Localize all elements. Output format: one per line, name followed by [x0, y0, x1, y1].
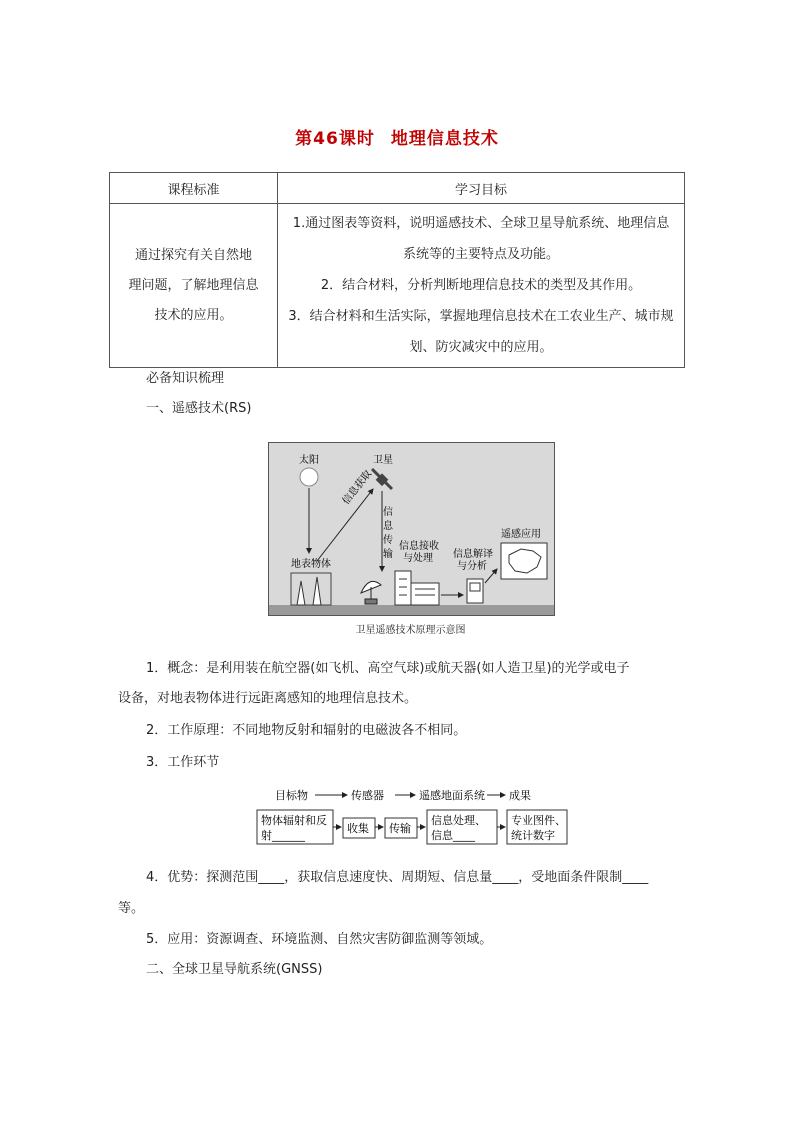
goal-line: 系统等的主要特点及功能。: [402, 247, 559, 262]
goal-line: 划、防灾减灾中的应用。: [409, 340, 553, 355]
item-1: 1．概念：是利用装在航空器(如飞机、高空气球)或航天器(如人造卫星)的光学或电子: [146, 661, 630, 676]
svg-text:收集: 收集: [347, 822, 369, 835]
remote-sensing-diagram: [268, 442, 555, 616]
svg-text:与分析: 与分析: [457, 561, 487, 572]
dish-icon: [361, 581, 381, 604]
tree-icons: [297, 577, 321, 605]
svg-text:息: 息: [383, 521, 393, 532]
acquire-label: 信息获取: [340, 468, 374, 507]
receive-label: 信息接收: [399, 541, 439, 552]
svg-text:统计数字: 统计数字: [511, 829, 555, 842]
lesson-topic: 地理信息技术: [390, 129, 499, 149]
flow-sensor: 传感器: [351, 789, 384, 802]
item-3: 3．工作环节: [146, 755, 220, 770]
building-icon: [395, 571, 439, 605]
gnss-heading: 二、全球卫星导航系统(GNSS): [146, 962, 323, 977]
objects-label: 地表物体: [291, 559, 331, 570]
goal-line: 2．结合材料，分析判断地理信息技术的类型及其作用。: [320, 278, 642, 293]
item-2: 2．工作原理：不同地物反射和辐射的电磁波各不相同。: [146, 723, 467, 738]
item-1-cont: 设备，对地表物体进行远距离感知的地理信息技术。: [118, 691, 418, 706]
interpret-label: 信息解译: [453, 549, 493, 560]
goal-line: 3．结合材料和生活实际，掌握地理信息技术在工农业生产、城市规: [288, 309, 674, 324]
svg-text:专业图件、: 专业图件、: [511, 814, 566, 827]
goal-line: 1.通过图表等资料，说明遥感技术、全球卫星导航系统、地理信息: [292, 216, 670, 231]
svg-text:射______: 射______: [261, 829, 305, 842]
ground: [269, 605, 554, 615]
svg-text:传: 传: [383, 535, 393, 546]
sun-icon: [300, 468, 318, 486]
svg-text:信息____: 信息____: [431, 829, 475, 842]
lesson-number: 第46课时: [295, 129, 375, 149]
application-label: 遥感应用: [501, 529, 541, 540]
flow-target: 目标物: [275, 789, 308, 802]
flow-ground-system: 遥感地面系统: [419, 789, 485, 802]
svg-text:物体辐射和反: 物体辐射和反: [261, 814, 327, 827]
standard-cell: 通过探究有关自然地 理问题，了解地理信息 技术的应用。: [110, 204, 278, 368]
workflow-diagram: [255, 782, 575, 854]
svg-text:信息处理、: 信息处理、: [431, 814, 486, 827]
satellite-icon: [372, 469, 392, 489]
header-standard: 课程标准: [110, 173, 278, 204]
map-frame: [501, 543, 547, 579]
figure-caption: 卫星遥感技术原理示意图: [355, 625, 466, 636]
curriculum-table: [109, 172, 685, 368]
header-goals: 学习目标: [278, 173, 685, 204]
computer-icon: [467, 579, 483, 603]
satellite-label: 卫星: [373, 455, 393, 466]
flow-result: 成果: [509, 789, 531, 802]
item-4: 4．优势：探测范围____，获取信息速度快、周期短、信息量____，受地面条件限制____: [146, 870, 649, 885]
section-heading: 必备知识梳理: [146, 371, 225, 386]
goals-cell: [278, 204, 685, 368]
svg-text:与处理: 与处理: [403, 553, 433, 564]
item-4-cont: 等。: [118, 901, 145, 916]
item-5: 5．应用：资源调查、环境监测、自然灾害防御监测等领域。: [146, 932, 493, 947]
svg-text:信: 信: [383, 507, 393, 518]
sun-label: 太阳: [299, 455, 319, 466]
lesson-title: [0, 124, 794, 149]
objects-frame: [291, 573, 331, 605]
rs-heading: 一、遥感技术(RS): [146, 401, 252, 416]
svg-text:传输: 传输: [389, 822, 411, 835]
svg-text:输: 输: [383, 549, 393, 560]
